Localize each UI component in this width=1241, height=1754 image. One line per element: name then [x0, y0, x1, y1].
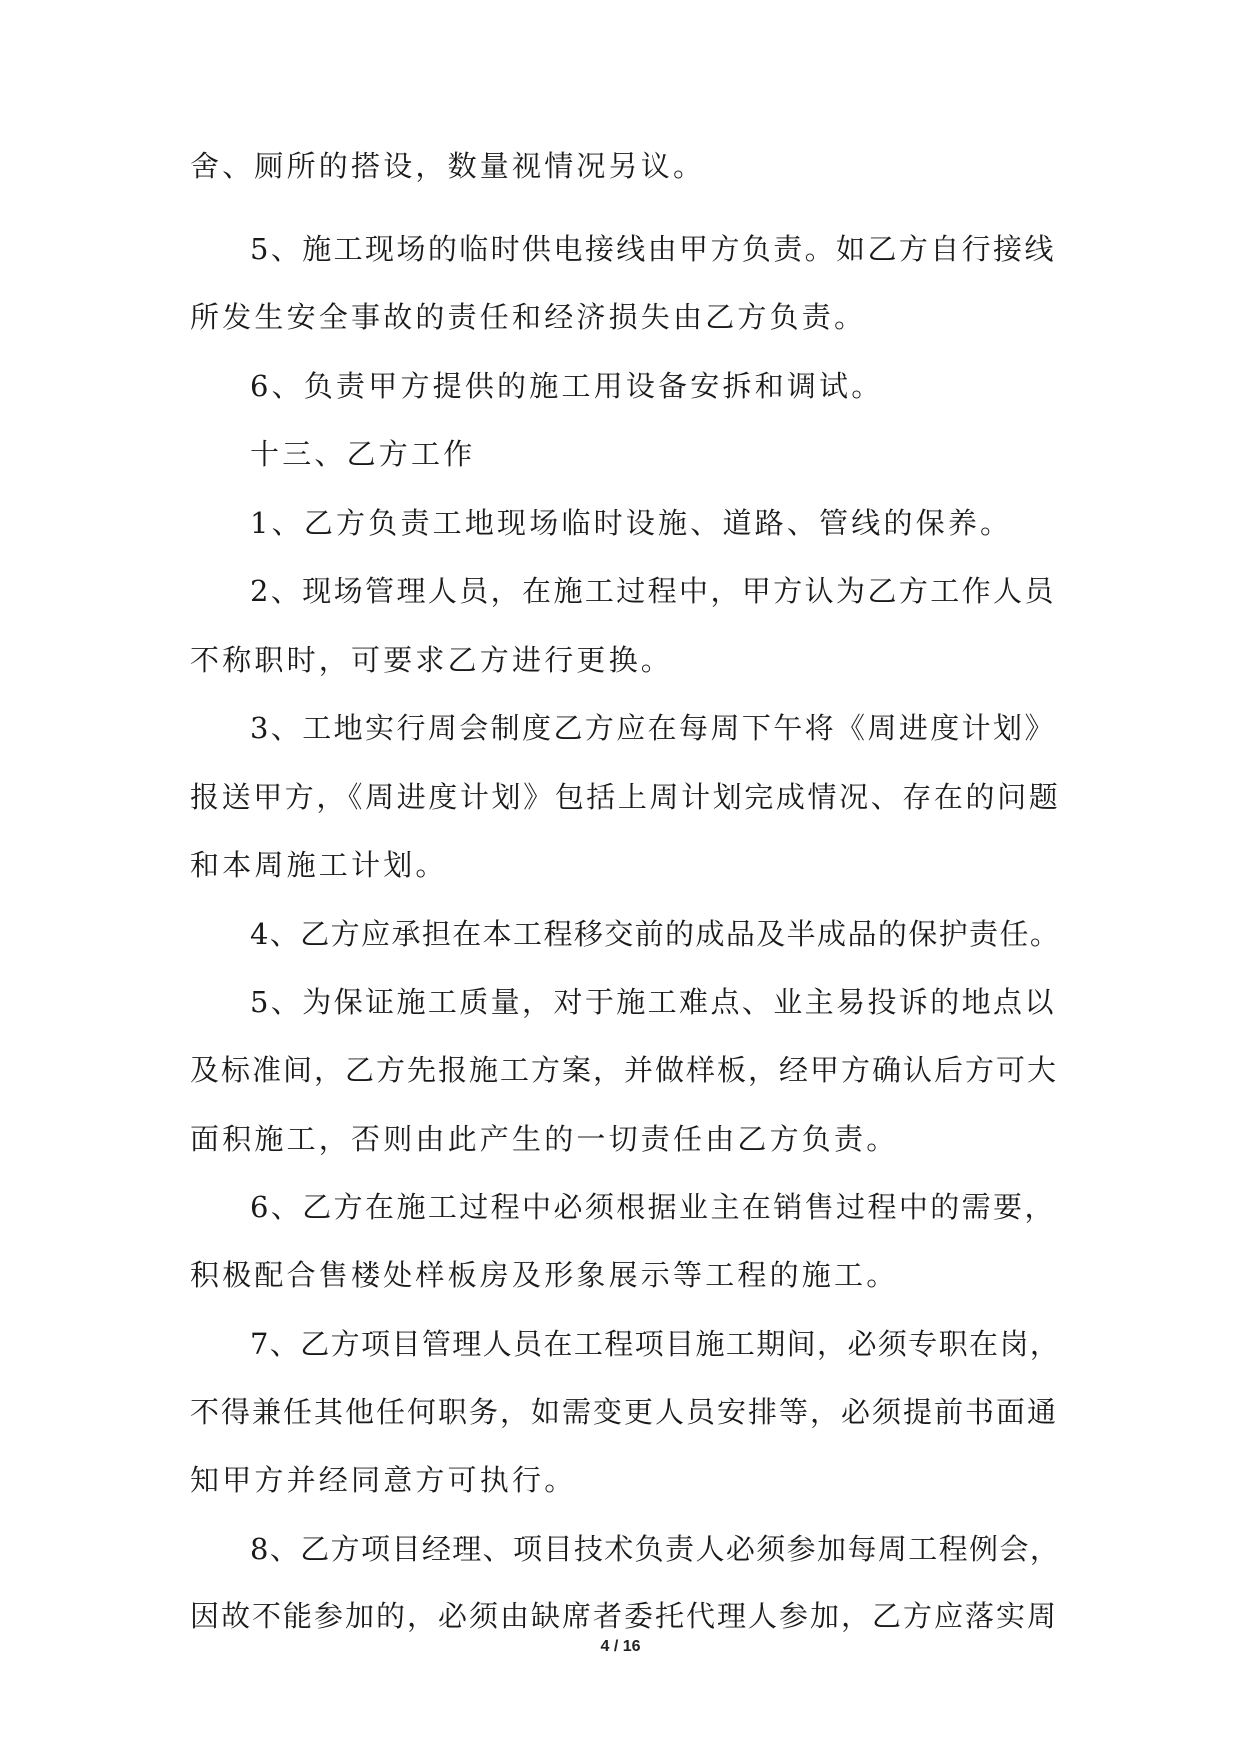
text-line: 7、乙方项目管理人员在工程项目施工期间，必须专职在岗， [250, 1327, 1061, 1361]
text-line: 不得兼任其他任何职务，如需变更人员安排等，必须提前书面通 [190, 1395, 1059, 1429]
text-line: 8、乙方项目经理、项目技术负责人必须参加每周工程例会， [250, 1532, 1061, 1566]
text-line: 知甲方并经同意方可执行。 [190, 1463, 577, 1497]
text-line: 不称职时，可要求乙方进行更换。 [190, 643, 674, 677]
text-line: 5、为保证施工质量，对于施工难点、业主易投诉的地点以 [250, 985, 1056, 1019]
text-line: 2、现场管理人员，在施工过程中，甲方认为乙方工作人员 [250, 574, 1056, 608]
text-line: 及标准间，乙方先报施工方案，并做样板，经甲方确认后方可大 [190, 1053, 1059, 1087]
text-line: 5、施工现场的临时供电接线由甲方负责。如乙方自行接线 [250, 232, 1056, 266]
text-line: 舍、厕所的搭设，数量视情况另议。 [190, 149, 706, 183]
text-line: 报送甲方，《周进度计划》包括上周计划完成情况、存在的问题 [190, 780, 1061, 814]
text-line: 积极配合售楼处样板房及形象展示等工程的施工。 [190, 1258, 899, 1292]
text-line: 所发生安全事故的责任和经济损失由乙方负责。 [190, 300, 867, 334]
text-line: 和本周施工计划。 [190, 848, 448, 882]
page-number: 4 / 16 [600, 1638, 641, 1655]
text-line: 6、负责甲方提供的施工用设备安拆和调试。 [250, 369, 884, 403]
text-line: 1、乙方负责工地现场临时设施、道路、管线的保养。 [250, 506, 1013, 540]
text-line: 面积施工，否则由此产生的一切责任由乙方负责。 [190, 1122, 899, 1156]
text-line: 6、乙方在施工过程中必须根据业主在销售过程中的需要， [250, 1190, 1056, 1224]
text-line: 因故不能参加的，必须由缺席者委托代理人参加，乙方应落实周 [190, 1599, 1059, 1633]
text-line: 4、乙方应承担在本工程移交前的成品及半成品的保护责任。 [250, 917, 1061, 951]
section-heading: 十三、乙方工作 [250, 437, 476, 471]
text-line: 3、工地实行周会制度乙方应在每周下午将《周进度计划》 [250, 711, 1056, 745]
